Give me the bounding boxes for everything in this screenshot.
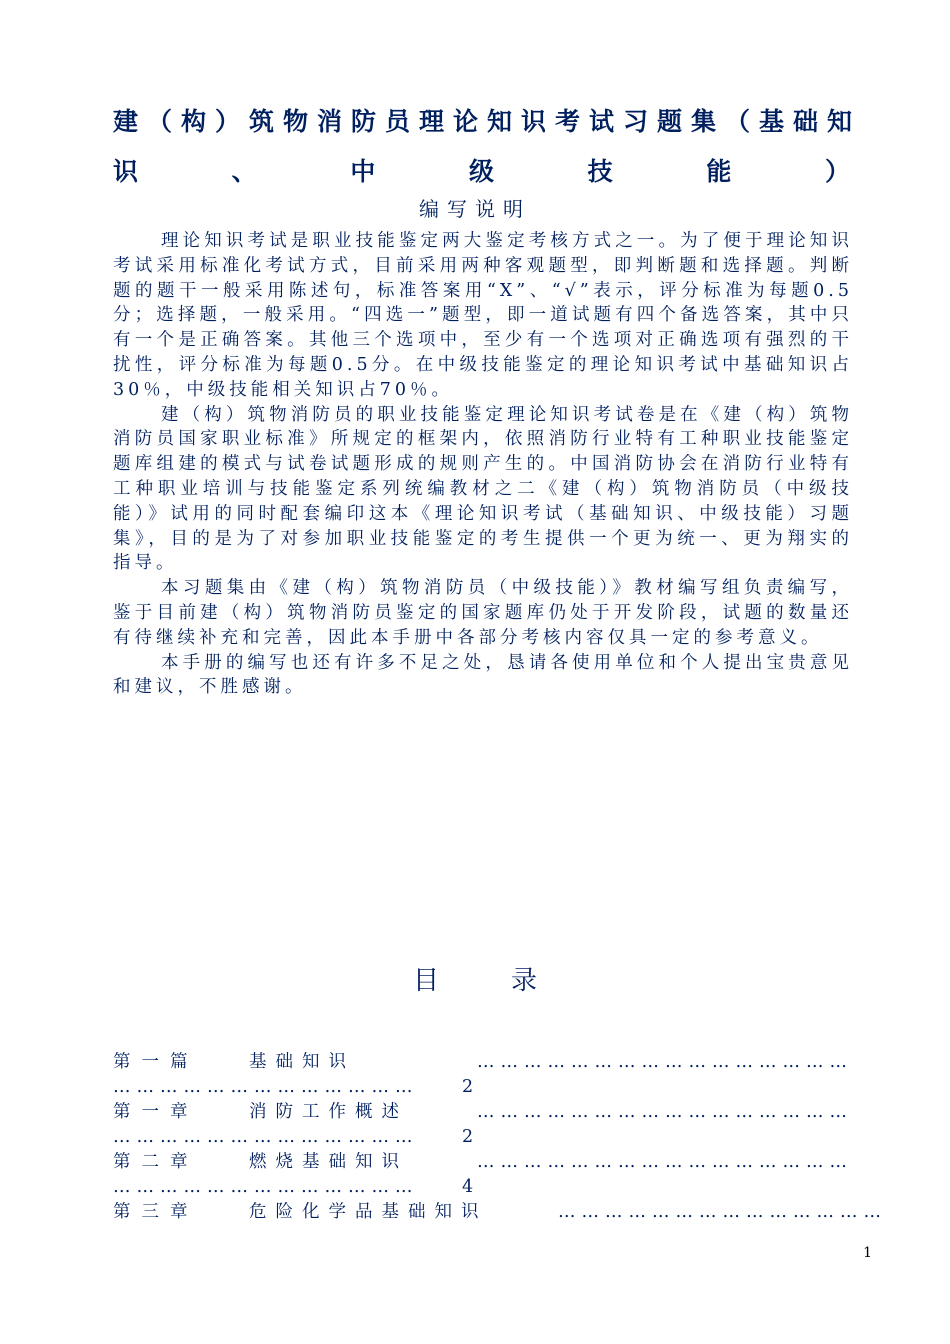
toc-leader-dots: …………………………………………	[477, 1152, 853, 1172]
toc-title	[0, 960, 950, 997]
title-line-1: 建（构）筑物消防员理论知识考试习题集（基础知	[113, 107, 858, 136]
paragraph: 本习题集由《建（构）筑物消防员（中级技能）》教材编写组负责编写，鉴于目前建（构）筑物消防员鉴定的国家题库仍处于开发阶段，试题的数量还有待继续补充和完善，因此本手册中各部分考核内容仅具一定的参考意义。	[113, 578, 853, 648]
toc-title-char-2: 录	[511, 966, 538, 996]
paragraph: 理论知识考试是职业技能鉴定两大鉴定考核方式之一。为了便于理论知识考试采用标准化考试方式，目前采用两种客观题型，即判断题和选择题。判断题的题干一般采用陈述句，标准答案用“X”、“√”表示，评分标准为每题0.5分；选择题，一般采用。“四选一”题型，即一道试题有四个备选答案，其中只有一个是正确答案。其他三个选项中，至少有一个选项对正确选项有强烈的干扰性，评分标准为每题0.5分。在中级技能鉴定的理论知识考试中基础知识占30％，中级技能相关知识占70％。	[113, 231, 853, 400]
toc-entry-label: 第一篇	[113, 1052, 199, 1072]
toc-entry[interactable]	[113, 1200, 887, 1250]
toc-entry[interactable]	[113, 1050, 853, 1100]
toc-leader-dots: …………………………………	[113, 1127, 419, 1147]
preface-body	[113, 229, 853, 700]
toc-entry-page: 2	[462, 1127, 474, 1147]
toc-leader-dots: …………………………………………	[477, 1102, 853, 1122]
toc-leader-dots: …………………………………	[113, 1177, 419, 1197]
toc-entry-name: 消防工作概述	[249, 1102, 408, 1122]
page-number: 1	[863, 1245, 872, 1261]
toc-entry[interactable]	[113, 1150, 853, 1200]
toc-entry-name: 基础知识	[249, 1052, 355, 1072]
paragraph: 建（构）筑物消防员的职业技能鉴定理论知识考试卷是在《建（构）筑物消防员国家职业标准》所规定的框架内，依照消防行业特有工种职业技能鉴定题库组建的模式与试卷试题形成的规则产生的。中国消防协会在消防行业特有工种职业培训与技能鉴定系列统编教材之二《建（构）筑物消防员（中级技能）》试用的同时配套编印这本《理论知识考试（基础知识、中级技能）习题集》，目的是为了对参加职业技能鉴定的考生提供一个更为统一、更为翔实的指导。	[113, 404, 853, 574]
toc-entry-page: 2	[462, 1077, 474, 1097]
toc-entry-label: 第三章	[113, 1202, 199, 1222]
title-line-2: 识、中级技能）	[113, 157, 858, 186]
toc-entry[interactable]	[113, 1100, 853, 1150]
toc-entry-page: 4	[462, 1177, 474, 1197]
toc-leader-dots: …………………………………………	[477, 1052, 853, 1072]
toc-entry-name: 危险化学品基础知识	[249, 1202, 488, 1222]
table-of-contents	[113, 1050, 887, 1250]
document-title	[113, 97, 858, 197]
toc-entry-label: 第一章	[113, 1102, 199, 1122]
paragraph: 本手册的编写也还有许多不足之处，恳请各使用单位和个人提出宝贵意见和建议，不胜感谢。	[113, 652, 853, 698]
toc-leader-dots: …………………………………	[113, 1077, 419, 1097]
toc-entry-name: 燃烧基础知识	[249, 1152, 408, 1172]
toc-entry-label: 第二章	[113, 1152, 199, 1172]
toc-title-char-1: 目	[412, 966, 439, 996]
section-heading: 编写说明	[419, 197, 531, 221]
toc-leader-dots: ……………………………………	[558, 1202, 887, 1222]
